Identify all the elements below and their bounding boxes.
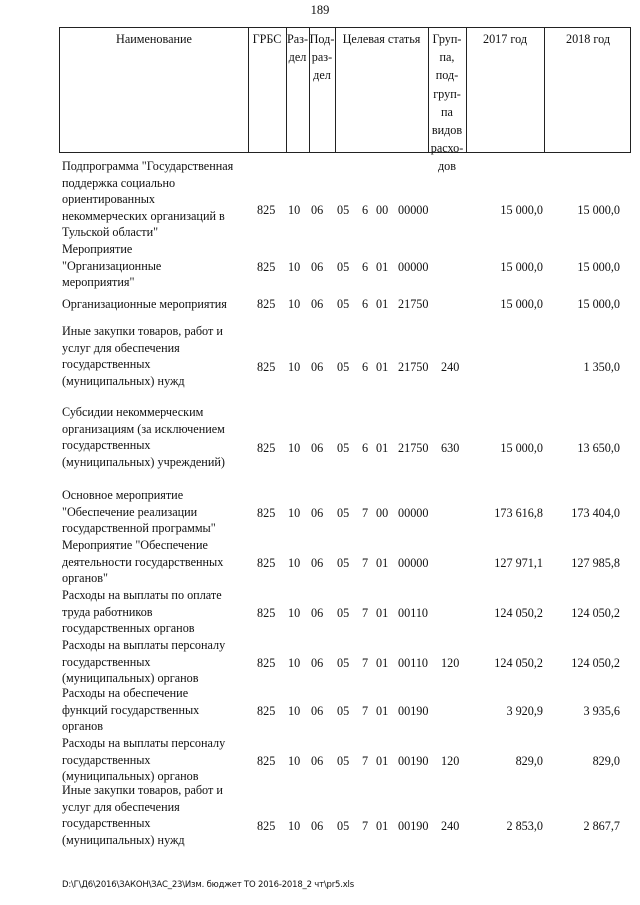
target-direction-cell: 00000 xyxy=(398,555,429,570)
row-name-line: Расходы на выплаты персоналу xyxy=(62,736,226,750)
header-line: Целевая статья xyxy=(342,32,421,46)
target-direction-cell: 00110 xyxy=(398,605,429,620)
podrazdel-cell: 06 xyxy=(311,297,324,311)
header-line: видов xyxy=(431,123,463,138)
row-name xyxy=(62,782,248,848)
row-name-line: Иные закупки товаров, работ и xyxy=(62,783,223,797)
row-name-line: Подпрограмма "Государственная xyxy=(62,159,234,173)
target-subprogram-cell: 7 xyxy=(362,505,369,520)
target-direction-cell: 00190 xyxy=(398,818,429,833)
grbs-cell: 825 xyxy=(257,703,276,718)
table-row xyxy=(0,158,640,241)
podrazdel-cell: 06 xyxy=(311,703,324,718)
row-name-line: услуг для обеспечения xyxy=(62,799,180,814)
target-program-cell: 05 xyxy=(337,297,350,311)
row-name-line: "Обеспечение реализации xyxy=(62,504,198,519)
footer-file-path: D:\Г\Д6\2016\ЗАКОН\ЗАС_23\Изм. бюджет ТО 2016-2018_2 чт\pr5.xls xyxy=(62,880,354,890)
amount-2018-cell: 15 000,0 xyxy=(577,203,620,218)
target-event-cell: 01 xyxy=(376,259,389,274)
target-direction-cell: 00000 xyxy=(398,505,429,520)
target-program-cell: 05 xyxy=(337,359,350,374)
row-name-line: государственных xyxy=(62,654,151,669)
row-name xyxy=(62,537,248,587)
row-name-line: (муниципальных) органов xyxy=(62,671,199,686)
target-subprogram-cell: 6 xyxy=(362,297,369,311)
header-line: дел xyxy=(288,50,307,65)
podrazdel-cell: 06 xyxy=(311,655,324,670)
amount-2018-cell: 13 650,0 xyxy=(577,440,620,455)
row-name-line: деятельности государственных xyxy=(62,554,224,569)
target-event-cell: 01 xyxy=(376,555,389,570)
razdel-cell: 10 xyxy=(288,259,301,274)
row-name xyxy=(62,637,248,687)
target-subprogram-cell: 7 xyxy=(362,605,369,620)
target-event-cell: 01 xyxy=(376,655,389,670)
row-name xyxy=(62,487,248,537)
grbs-cell: 825 xyxy=(257,655,276,670)
amount-2017-cell: 3 920,9 xyxy=(506,703,543,718)
row-name-line: государственных xyxy=(62,816,151,831)
target-direction-cell: 21750 xyxy=(398,440,429,455)
razdel-cell: 10 xyxy=(288,440,301,455)
razdel-cell: 10 xyxy=(288,359,301,374)
row-name-line: Тульской области" xyxy=(62,225,159,240)
amount-2018-cell: 15 000,0 xyxy=(577,259,620,274)
razdel-cell: 10 xyxy=(288,203,301,218)
target-event-cell: 01 xyxy=(376,703,389,718)
podrazdel-cell: 06 xyxy=(311,359,324,374)
row-name-line: некоммерческих организаций в xyxy=(62,208,225,223)
amount-2018-cell: 127 985,8 xyxy=(571,555,620,570)
amount-2017-cell: 124 050,2 xyxy=(494,605,543,620)
target-direction-cell: 00000 xyxy=(398,259,429,274)
row-name-line: (муниципальных) нужд xyxy=(62,373,185,388)
header-line: Наименование xyxy=(116,32,192,46)
target-subprogram-cell: 6 xyxy=(362,203,369,218)
target-event-cell: 01 xyxy=(376,818,389,833)
row-name-line: государственных xyxy=(62,752,151,767)
amount-2017-cell: 2 853,0 xyxy=(506,818,543,833)
table-row xyxy=(0,487,640,537)
grbs-cell: 825 xyxy=(257,297,276,311)
podrazdel-cell: 06 xyxy=(311,440,324,455)
header-line: 2017 год xyxy=(482,32,528,46)
row-name xyxy=(62,296,248,313)
row-name-line: Расходы на выплаты по оплате xyxy=(62,588,222,602)
target-subprogram-cell: 7 xyxy=(362,655,369,670)
razdel-cell: 10 xyxy=(288,818,301,833)
target-event-cell: 00 xyxy=(376,505,389,520)
target-program-cell: 05 xyxy=(337,203,350,218)
razdel-cell: 10 xyxy=(288,555,301,570)
table-row xyxy=(0,296,640,313)
page-number: 189 xyxy=(310,3,330,17)
target-event-cell: 01 xyxy=(376,440,389,455)
row-name-line: организациям (за исключением xyxy=(62,421,225,436)
target-program-cell: 05 xyxy=(337,555,350,570)
header-line: Раз- xyxy=(286,32,309,46)
row-name-line: Расходы на обеспечение xyxy=(62,686,189,700)
grbs-cell: 825 xyxy=(257,203,276,218)
amount-2018-cell: 124 050,2 xyxy=(571,605,620,620)
header-line: расхо- xyxy=(430,141,464,156)
amount-2017-cell: 15 000,0 xyxy=(500,440,543,455)
expense-group-cell: 120 xyxy=(441,753,460,768)
target-program-cell: 05 xyxy=(337,505,350,520)
podrazdel-cell: 06 xyxy=(311,259,324,274)
podrazdel-cell: 06 xyxy=(311,818,324,833)
target-event-cell: 01 xyxy=(376,605,389,620)
target-subprogram-cell: 7 xyxy=(362,555,369,570)
target-direction-cell: 00110 xyxy=(398,655,429,670)
row-name-line: Организационные мероприятия xyxy=(62,297,227,311)
podrazdel-cell: 06 xyxy=(311,753,324,768)
grbs-cell: 825 xyxy=(257,753,276,768)
row-name-line: государственной программы" xyxy=(62,521,216,536)
row-name-line: Мероприятие xyxy=(62,242,133,256)
grbs-cell: 825 xyxy=(257,259,276,274)
target-program-cell: 05 xyxy=(337,703,350,718)
podrazdel-cell: 06 xyxy=(311,555,324,570)
row-name-line: услуг для обеспечения xyxy=(62,340,180,355)
row-name-line: Расходы на выплаты персоналу xyxy=(62,638,226,652)
table-row xyxy=(0,637,640,687)
row-name xyxy=(62,241,248,291)
target-direction-cell: 00190 xyxy=(398,753,429,768)
row-name-line: Основное мероприятие xyxy=(62,488,184,502)
row-name xyxy=(62,404,248,470)
row-name-line: "Организационные xyxy=(62,258,162,273)
row-name-line: (муниципальных) учреждений) xyxy=(62,454,225,469)
amount-2017-cell: 173 616,8 xyxy=(494,505,543,520)
podrazdel-cell: 06 xyxy=(311,505,324,520)
target-event-cell: 01 xyxy=(376,297,389,311)
target-subprogram-cell: 7 xyxy=(362,818,369,833)
target-program-cell: 05 xyxy=(337,655,350,670)
target-subprogram-cell: 6 xyxy=(362,259,369,274)
amount-2018-cell: 15 000,0 xyxy=(577,297,620,311)
grbs-cell: 825 xyxy=(257,440,276,455)
row-name xyxy=(62,587,248,637)
target-event-cell: 00 xyxy=(376,203,389,218)
header-line: ГРБС xyxy=(252,32,282,46)
razdel-cell: 10 xyxy=(288,605,301,620)
expense-group-cell: 120 xyxy=(441,655,460,670)
row-name-line: труда работников xyxy=(62,604,153,619)
row-name-line: государственных xyxy=(62,357,151,372)
target-subprogram-cell: 7 xyxy=(362,703,369,718)
podrazdel-cell: 06 xyxy=(311,203,324,218)
target-subprogram-cell: 7 xyxy=(362,753,369,768)
table-row xyxy=(0,241,640,291)
target-event-cell: 01 xyxy=(376,359,389,374)
row-name xyxy=(62,323,248,389)
row-name-line: поддержка социально xyxy=(62,175,176,190)
row-name xyxy=(62,685,248,735)
amount-2018-cell: 829,0 xyxy=(592,753,620,768)
amount-2018-cell: 173 404,0 xyxy=(571,505,620,520)
table-row xyxy=(0,587,640,637)
header-line: Груп- xyxy=(432,32,462,46)
header-line: дел xyxy=(313,68,331,83)
table-row xyxy=(0,537,640,587)
target-program-cell: 05 xyxy=(337,818,350,833)
header-line: раз- xyxy=(311,50,333,65)
razdel-cell: 10 xyxy=(288,505,301,520)
target-direction-cell: 21750 xyxy=(398,359,429,374)
header-line: под- xyxy=(435,68,459,83)
row-name-line: государственных органов xyxy=(62,621,195,636)
row-name-line: Субсидии некоммерческим xyxy=(62,405,204,419)
grbs-cell: 825 xyxy=(257,605,276,620)
target-program-cell: 05 xyxy=(337,440,350,455)
amount-2017-cell: 127 971,1 xyxy=(494,555,543,570)
expense-group-cell: 240 xyxy=(441,359,460,374)
amount-2017-cell: 829,0 xyxy=(515,753,543,768)
row-name-line: мероприятия" xyxy=(62,275,135,290)
table-row xyxy=(0,404,640,470)
header-line: па, xyxy=(439,50,455,65)
grbs-cell: 825 xyxy=(257,505,276,520)
row-name-line: государственных xyxy=(62,438,151,453)
razdel-cell: 10 xyxy=(288,703,301,718)
target-direction-cell: 00190 xyxy=(398,703,429,718)
row-name xyxy=(62,735,248,785)
table-row xyxy=(0,323,640,389)
target-subprogram-cell: 6 xyxy=(362,359,369,374)
target-program-cell: 05 xyxy=(337,753,350,768)
expense-group-cell: 630 xyxy=(441,440,460,455)
row-name-line: Мероприятие "Обеспечение xyxy=(62,538,208,552)
target-event-cell: 01 xyxy=(376,753,389,768)
razdel-cell: 10 xyxy=(288,655,301,670)
table-row xyxy=(0,685,640,735)
amount-2018-cell: 124 050,2 xyxy=(571,655,620,670)
header-line: Под- xyxy=(309,32,335,46)
row-name-line: Иные закупки товаров, работ и xyxy=(62,324,223,338)
expense-group-cell: 240 xyxy=(441,818,460,833)
target-program-cell: 05 xyxy=(337,605,350,620)
amount-2018-cell: 2 867,7 xyxy=(583,818,620,833)
row-name-line: органов" xyxy=(62,571,108,586)
amount-2017-cell: 15 000,0 xyxy=(500,297,543,311)
razdel-cell: 10 xyxy=(288,753,301,768)
row-name-line: функций государственных xyxy=(62,702,200,717)
amount-2017-cell: 124 050,2 xyxy=(494,655,543,670)
target-subprogram-cell: 6 xyxy=(362,440,369,455)
amount-2017-cell: 15 000,0 xyxy=(500,259,543,274)
row-name-line: (муниципальных) нужд xyxy=(62,832,185,847)
row-name-line: (муниципальных) органов xyxy=(62,769,199,784)
row-name-line: органов xyxy=(62,719,103,734)
row-name-line: ориентированных xyxy=(62,192,156,207)
podrazdel-cell: 06 xyxy=(311,605,324,620)
razdel-cell: 10 xyxy=(288,297,301,311)
target-direction-cell: 21750 xyxy=(398,297,429,311)
amount-2017-cell: 15 000,0 xyxy=(500,203,543,218)
amount-2018-cell: 1 350,0 xyxy=(583,359,620,374)
header-line: груп- xyxy=(433,86,461,101)
header-line: дов xyxy=(437,159,457,174)
grbs-cell: 825 xyxy=(257,555,276,570)
table-row xyxy=(0,735,640,785)
grbs-cell: 825 xyxy=(257,818,276,833)
table-row xyxy=(0,782,640,848)
target-program-cell: 05 xyxy=(337,259,350,274)
target-direction-cell: 00000 xyxy=(398,203,429,218)
row-name xyxy=(62,158,248,241)
grbs-cell: 825 xyxy=(257,359,276,374)
header-line: па xyxy=(441,104,453,119)
amount-2018-cell: 3 935,6 xyxy=(583,703,620,718)
header-line: 2018 год xyxy=(565,32,611,46)
